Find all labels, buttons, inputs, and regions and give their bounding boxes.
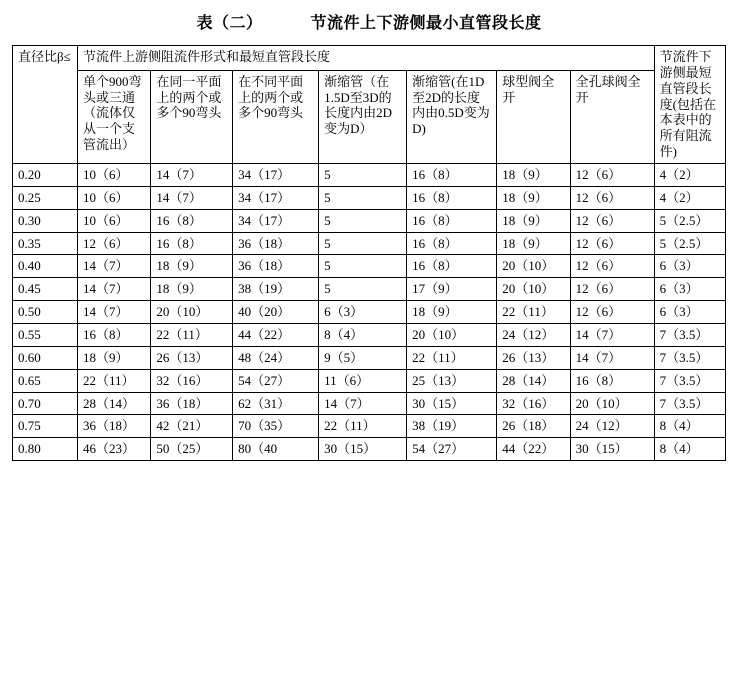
header-row-sub xyxy=(13,70,726,163)
cell-reducer-1.5d-3d: 5 xyxy=(319,164,407,187)
cell-reducer-1.5d-3d: 5 xyxy=(319,232,407,255)
cell-single-elbow-or-tee: 10（6） xyxy=(77,186,150,209)
table-row xyxy=(13,392,726,415)
cell-full-bore-ball-valve-open: 14（7） xyxy=(570,346,654,369)
cell-same-plane-elbows: 14（7） xyxy=(151,186,233,209)
cell-reducer-1d-2d: 16（8） xyxy=(407,186,497,209)
table-row xyxy=(13,324,726,347)
cell-downstream: 8（4） xyxy=(654,415,725,438)
header-reducer-1.5d-3d: 渐缩管（在1.5D至3D的长度内由2D变为D） xyxy=(319,70,407,163)
cell-same-plane-elbows: 32（16） xyxy=(151,369,233,392)
cell-full-bore-ball-valve-open: 12（6） xyxy=(570,209,654,232)
cell-single-elbow-or-tee: 10（6） xyxy=(77,209,150,232)
cell-same-plane-elbows: 50（25） xyxy=(151,438,233,461)
cell-reducer-1.5d-3d: 5 xyxy=(319,209,407,232)
header-downstream-group: 节流件下游侧最短直管段长度(包括在本表中的所有阻流件) xyxy=(654,46,725,164)
cell-downstream: 8（4） xyxy=(654,438,725,461)
cell-reducer-1.5d-3d: 30（15） xyxy=(319,438,407,461)
cell-full-bore-ball-valve-open: 24（12） xyxy=(570,415,654,438)
cell-globe-valve-open: 18（9） xyxy=(497,186,570,209)
table-row xyxy=(13,209,726,232)
cell-single-elbow-or-tee: 22（11） xyxy=(77,369,150,392)
cell-globe-valve-open: 26（13） xyxy=(497,346,570,369)
header-single-elbow-or-tee: 单个900弯头或三通（流体仅从一个支管流出） xyxy=(77,70,150,163)
cell-globe-valve-open: 20（10） xyxy=(497,278,570,301)
cell-reducer-1d-2d: 54（27） xyxy=(407,438,497,461)
cell-single-elbow-or-tee: 28（14） xyxy=(77,392,150,415)
cell-different-plane-elbows: 36（18） xyxy=(233,255,319,278)
cell-different-plane-elbows: 48（24） xyxy=(233,346,319,369)
cell-single-elbow-or-tee: 14（7） xyxy=(77,255,150,278)
cell-downstream: 7（3.5） xyxy=(654,369,725,392)
pipe-length-table xyxy=(12,45,726,461)
table-row xyxy=(13,278,726,301)
cell-globe-valve-open: 28（14） xyxy=(497,369,570,392)
cell-same-plane-elbows: 16（8） xyxy=(151,232,233,255)
cell-full-bore-ball-valve-open: 12（6） xyxy=(570,164,654,187)
table-body xyxy=(13,164,726,461)
cell-downstream: 7（3.5） xyxy=(654,346,725,369)
cell-single-elbow-or-tee: 16（8） xyxy=(77,324,150,347)
cell-single-elbow-or-tee: 36（18） xyxy=(77,415,150,438)
table-head xyxy=(13,46,726,164)
cell-full-bore-ball-valve-open: 12（6） xyxy=(570,232,654,255)
table-row xyxy=(13,164,726,187)
cell-reducer-1.5d-3d: 22（11） xyxy=(319,415,407,438)
cell-different-plane-elbows: 54（27） xyxy=(233,369,319,392)
cell-same-plane-elbows: 36（18） xyxy=(151,392,233,415)
cell-reducer-1d-2d: 16（8） xyxy=(407,255,497,278)
table-row xyxy=(13,232,726,255)
cell-beta-ratio: 0.45 xyxy=(13,278,78,301)
cell-globe-valve-open: 18（9） xyxy=(497,164,570,187)
cell-same-plane-elbows: 18（9） xyxy=(151,255,233,278)
header-row-group xyxy=(13,46,726,71)
cell-globe-valve-open: 18（9） xyxy=(497,232,570,255)
table-heading: 节流件上下游侧最小直管段长度 xyxy=(310,15,542,32)
table-row xyxy=(13,186,726,209)
cell-single-elbow-or-tee: 12（6） xyxy=(77,232,150,255)
cell-reducer-1d-2d: 16（8） xyxy=(407,164,497,187)
cell-same-plane-elbows: 18（9） xyxy=(151,278,233,301)
cell-full-bore-ball-valve-open: 14（7） xyxy=(570,324,654,347)
header-same-plane-elbows: 在同一平面上的两个或多个90弯头 xyxy=(151,70,233,163)
cell-globe-valve-open: 32（16） xyxy=(497,392,570,415)
cell-reducer-1.5d-3d: 11（6） xyxy=(319,369,407,392)
header-different-plane-elbows: 在不同平面上的两个或多个90弯头 xyxy=(233,70,319,163)
cell-beta-ratio: 0.65 xyxy=(13,369,78,392)
header-reducer-1d-2d: 渐缩管(在1D至2D的长度内由0.5D变为D) xyxy=(407,70,497,163)
cell-downstream: 4（2） xyxy=(654,164,725,187)
cell-globe-valve-open: 26（18） xyxy=(497,415,570,438)
cell-reducer-1d-2d: 22（11） xyxy=(407,346,497,369)
cell-reducer-1d-2d: 30（15） xyxy=(407,392,497,415)
cell-different-plane-elbows: 62（31） xyxy=(233,392,319,415)
cell-different-plane-elbows: 80（40 xyxy=(233,438,319,461)
cell-full-bore-ball-valve-open: 12（6） xyxy=(570,255,654,278)
table-row xyxy=(13,415,726,438)
table-row xyxy=(13,438,726,461)
cell-beta-ratio: 0.25 xyxy=(13,186,78,209)
header-full-bore-ball-valve-open: 全孔球阀全开 xyxy=(570,70,654,163)
cell-beta-ratio: 0.70 xyxy=(13,392,78,415)
cell-reducer-1.5d-3d: 9（5） xyxy=(319,346,407,369)
cell-single-elbow-or-tee: 18（9） xyxy=(77,346,150,369)
cell-full-bore-ball-valve-open: 12（6） xyxy=(570,278,654,301)
cell-single-elbow-or-tee: 10（6） xyxy=(77,164,150,187)
cell-reducer-1.5d-3d: 8（4） xyxy=(319,324,407,347)
cell-reducer-1.5d-3d: 5 xyxy=(319,186,407,209)
cell-full-bore-ball-valve-open: 30（15） xyxy=(570,438,654,461)
cell-reducer-1.5d-3d: 5 xyxy=(319,278,407,301)
cell-different-plane-elbows: 34（17） xyxy=(233,164,319,187)
table-row xyxy=(13,255,726,278)
cell-reducer-1d-2d: 16（8） xyxy=(407,232,497,255)
cell-single-elbow-or-tee: 46（23） xyxy=(77,438,150,461)
cell-downstream: 7（3.5） xyxy=(654,392,725,415)
cell-beta-ratio: 0.55 xyxy=(13,324,78,347)
table-row xyxy=(13,369,726,392)
cell-reducer-1.5d-3d: 5 xyxy=(319,255,407,278)
cell-different-plane-elbows: 34（17） xyxy=(233,209,319,232)
cell-same-plane-elbows: 26（13） xyxy=(151,346,233,369)
header-beta-ratio: 直径比β≤ xyxy=(13,46,78,164)
cell-different-plane-elbows: 38（19） xyxy=(233,278,319,301)
cell-globe-valve-open: 22（11） xyxy=(497,301,570,324)
table-row xyxy=(13,346,726,369)
cell-different-plane-elbows: 34（17） xyxy=(233,186,319,209)
cell-different-plane-elbows: 70（35） xyxy=(233,415,319,438)
cell-downstream: 7（3.5） xyxy=(654,324,725,347)
cell-beta-ratio: 0.40 xyxy=(13,255,78,278)
cell-full-bore-ball-valve-open: 16（8） xyxy=(570,369,654,392)
cell-downstream: 6（3） xyxy=(654,255,725,278)
cell-different-plane-elbows: 36（18） xyxy=(233,232,319,255)
cell-reducer-1.5d-3d: 6（3） xyxy=(319,301,407,324)
cell-beta-ratio: 0.35 xyxy=(13,232,78,255)
cell-same-plane-elbows: 20（10） xyxy=(151,301,233,324)
cell-downstream: 5（2.5） xyxy=(654,232,725,255)
cell-reducer-1d-2d: 16（8） xyxy=(407,209,497,232)
cell-full-bore-ball-valve-open: 20（10） xyxy=(570,392,654,415)
cell-full-bore-ball-valve-open: 12（6） xyxy=(570,186,654,209)
cell-beta-ratio: 0.80 xyxy=(13,438,78,461)
cell-same-plane-elbows: 16（8） xyxy=(151,209,233,232)
cell-globe-valve-open: 44（22） xyxy=(497,438,570,461)
cell-same-plane-elbows: 42（21） xyxy=(151,415,233,438)
table-row xyxy=(13,301,726,324)
cell-reducer-1d-2d: 17（9） xyxy=(407,278,497,301)
cell-downstream: 4（2） xyxy=(654,186,725,209)
cell-reducer-1d-2d: 20（10） xyxy=(407,324,497,347)
cell-full-bore-ball-valve-open: 12（6） xyxy=(570,301,654,324)
header-upstream-group: 节流件上游侧阻流件形式和最短直管段长度 xyxy=(77,46,654,71)
cell-globe-valve-open: 18（9） xyxy=(497,209,570,232)
header-globe-valve-open: 球型阀全开 xyxy=(497,70,570,163)
cell-reducer-1d-2d: 25（13） xyxy=(407,369,497,392)
cell-beta-ratio: 0.50 xyxy=(13,301,78,324)
cell-beta-ratio: 0.20 xyxy=(13,164,78,187)
cell-reducer-1d-2d: 18（9） xyxy=(407,301,497,324)
cell-single-elbow-or-tee: 14（7） xyxy=(77,278,150,301)
page-title xyxy=(0,0,738,45)
cell-downstream: 6（3） xyxy=(654,301,725,324)
cell-downstream: 5（2.5） xyxy=(654,209,725,232)
cell-beta-ratio: 0.75 xyxy=(13,415,78,438)
cell-beta-ratio: 0.60 xyxy=(13,346,78,369)
cell-single-elbow-or-tee: 14（7） xyxy=(77,301,150,324)
cell-beta-ratio: 0.30 xyxy=(13,209,78,232)
cell-globe-valve-open: 24（12） xyxy=(497,324,570,347)
cell-reducer-1d-2d: 38（19） xyxy=(407,415,497,438)
cell-different-plane-elbows: 40（20） xyxy=(233,301,319,324)
cell-downstream: 6（3） xyxy=(654,278,725,301)
cell-different-plane-elbows: 44（22） xyxy=(233,324,319,347)
cell-reducer-1.5d-3d: 14（7） xyxy=(319,392,407,415)
cell-globe-valve-open: 20（10） xyxy=(497,255,570,278)
cell-same-plane-elbows: 22（11） xyxy=(151,324,233,347)
cell-same-plane-elbows: 14（7） xyxy=(151,164,233,187)
table-number-label: 表（二） xyxy=(196,15,263,32)
